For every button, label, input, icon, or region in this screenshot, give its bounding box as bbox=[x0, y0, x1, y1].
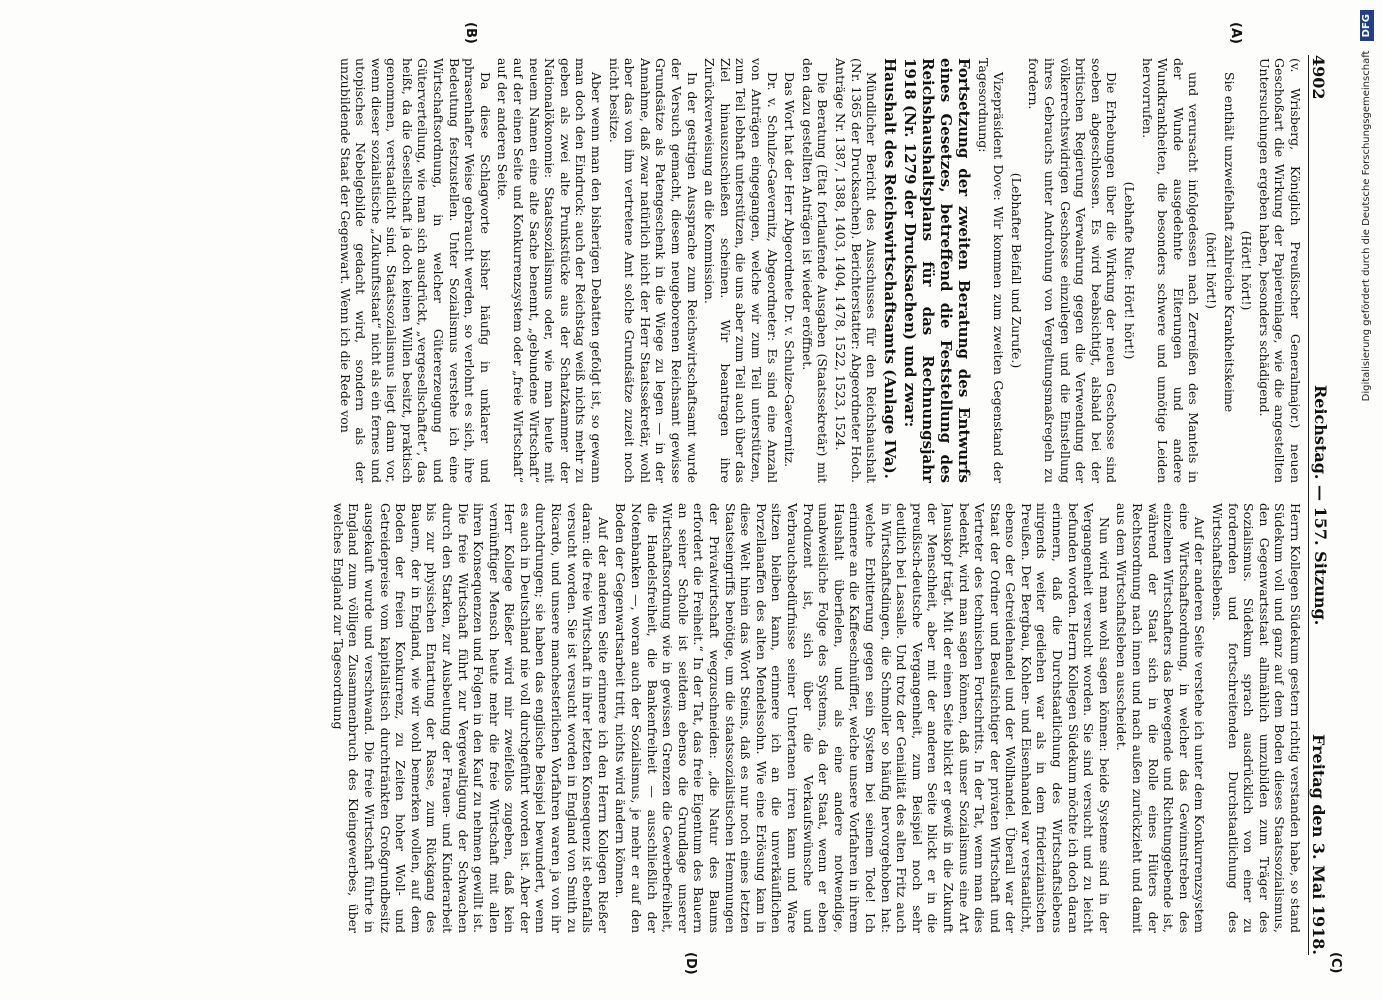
dfg-logo: DFG bbox=[1360, 10, 1374, 41]
text-paragraph: Nun wird man wohl sagen können: beide Systeme sind in der Vergangenheit versucht worden. Sie sind versucht und zu leicht befunden worden. Herrn Kollegen Südekum möchte ich doch daran erinnern, daß die Durchstaatlichung des Wirtschaftslebens nirgends weiter gediehen war als in dem friderizianischen Preußen. Der Bergbau, Kohlen- und Eisenhandel war verstaatlicht, ebenso der Getreidehandel und der Wollhandel. Überall war der Staat der Ordner und Beaufsichtiger der privaten Wirtschaft und Vertreter des technischen Fortschritts. In der Tat, wenn man dies bedenkt, wird man sagen können, daß unser Sozialismus eine Art Januskopf trägt. Mit der einen Seite blickt er gewiß in die Zukunft der Menschheit, aber mit der anderen Seite blickt er in die preußisch-deutsche Vergangenheit, zum Beispiel noch sehr deutlich bei Lassalle. Und trotz der Genialität des alten Fritz auch in Wirtschaftsdingen, die Schmoller so häufig hervorgehoben hat: welche Erbitterung gegen sein System bei seinem Tode! Ich erinnere an die Kaffeeschnüffler, welche unsere Vorfahren in ihrem Haushalt überfielen, und als eine andere notwendige, unabweisliche Folge des Systems, da der Staat, wenn er eben Produzent ist, sich über die Verkaufswünsche und Verbrauchsbedürfnisse seiner Untertanen irren kann und Ware sitzen bleiben kann, erinnere ich an die unverkäuflichen Porzellanaffen des alten Mendelssohn. Wie eine Erlösung kam in diese Welt hinein das Wort Steins, daß es nur noch eines letzten Staatseingriffs benötige, um die staatssozialistischen Hemmungen der Privatwirtschaft wegzuschneiden: „die Natur des Baums erfordert die Freiheit.“ In der Tat, das freie Eigentum des Bauern an seiner Scholle ist seitdem ebenso die Grundlage unserer Wirtschaftsordnung wie in gewissen Grenzen die Gewerbefreiheit, die Handelsfreiheit, die Bankenfreiheit — ausschließlich der Notenbanken —, woran auch der Sozialismus, je mehr er auf den Boden der Gegenwartsarbeit tritt, nichts wird ändern können. bbox=[613, 503, 1112, 933]
digitization-credit bbox=[1356, 10, 1378, 990]
text-paragraph: Fortsetzung der zweiten Beratung des Entwurfs eines Gesetzes, betreffend die Feststellung des Reichshaushaltsplans für das Rechnungsjahr 1918 (Nr. 1279 der Drucksachen) und zwar: bbox=[901, 58, 974, 483]
text-paragraph: Das Wort hat der Herr Abgeordnete Dr. v. Schulze-Gaevernitz. bbox=[782, 72, 798, 468]
text-paragraph: Dr. v. Schulze-Gaevernitz, Abgeordneter: Es sind eine Anzahl von Anträgen eingegangen, welche wir zum Teil unterstützen, zum Teil lebhaft unterstützen, die uns aber zum Teil auch über das Ziel hinauszuschießen scheinen. Wir beantragen ihre Zurückverweisung an die Kommission. bbox=[702, 58, 780, 483]
page-number: 4902 bbox=[1309, 55, 1328, 100]
session-date: Freitag den 3. Mai 1918. bbox=[1309, 734, 1328, 955]
text-paragraph: (v. Wrisberg, Königlich Preußischer Generalmajor.) neuen Geschoßart die Wirkung der Papiereinlage, wie die angestellten Untersuchungen ergeben haben, besonders schädigend. bbox=[1256, 58, 1303, 483]
right-text-column bbox=[63, 503, 1303, 933]
margin-marker-b: (B) bbox=[463, 22, 478, 44]
text-paragraph: Auf der anderen Seite verstehe ich unter dem Konkurrenzsystem eine Wirtschaftsordnung, in welcher das Gewinnstreben des einzelnen Wirtschafters das Bewegende und Richtunggebende ist, während der Staat sich in die Rolle eines Hüters der Rechtsordnung nach innen und nach außen zurückzieht und damit aus dem Wirtschaftsleben ausscheidet. bbox=[1114, 503, 1208, 933]
text-paragraph: Herrn Kollegen Südekum gestern richtig verstanden habe, so stand Südekum voll und ganz auf dem Boden dieses Staatssozialismus, den Gegenwartsstaat allmählich umzubilden zum Träger des Sozialismus. Südekum sprach ausdrücklich von einer zu fordernden und fortschreitenden Durchstaatlichung des Wirtschaftslebens. bbox=[1210, 503, 1303, 933]
text-paragraph: Aber wenn man den bisherigen Debatten gefolgt ist, so gewann man doch den Eindruck: auch der Reichstag weiß nichts mehr zu geben als zwei alte Prunkstücke aus der Schatzkammer der Nationalökonomie: Staatssozialismus oder, wie man heute mit neuem Namen eine alte Sache benennt, „gebundene Wirtschaft“ auf der einen Seite und Konkurrenzsystem oder „freie Wirtschaft“ auf der anderen Seite. bbox=[495, 58, 605, 483]
text-paragraph: Auf der anderen Seite erinnere ich den Herrn Kollegen Rießer daran: die freie Wirtschaft in ihrer letzten Konsequenz ist ebenfalls versucht worden. Sie ist versucht worden in England von Smith zu Ricardo, und unsere manchesterlichen Vorfahren waren ja von ihr durchdrungen; sie haben das englische Beispiel bewundert, wenn es auch in Deutschland nie voll durchgeführt worden ist. Aber der Herr Kollege Rießer wird mir zweifellos zugeben, daß kein vernünftiger Mensch heute mehr die freie Wirtschaft mit allen ihren Konsequenzen und Folgen in den Kauf zu nehmen gewillt ist. Die freie Wirtschaft führt zur Vergewaltigung der Schwachen durch den Starken, zur Ausbeutung der Frauen- und Kinderarbeit bis zur physischen Entartung der Rasse, zum Rückgang des Bauern, der in England, wie wir wohl bemerken wollen, auf dem Boden der freien Konkurrenz, zu Zeiten hoher Woll- und Getreidepreise vom kapitalistisch durchtränkten Großgrundbesitz ausgekauft wurde und verschwand. Die freie Wirtschaft führte in England zum völligen Zusammenbruch des Kleingewerbes, über welches England zur Tagesordnung bbox=[330, 503, 611, 933]
margin-marker-a: (A) bbox=[1228, 22, 1243, 44]
text-paragraph: (Lebhafter Beifall und Zurufe.) bbox=[1008, 172, 1024, 369]
text-paragraph: Die Beratung (Etat fortlaufende Ausgaben (Staatssekretär) mit den dazu gestellten Anträgen ist wieder eröffnet. bbox=[799, 58, 831, 483]
credit-text: Digitalisierung gefördert durch die Deutsche Forschungsgemeinschaft bbox=[1361, 50, 1372, 402]
text-paragraph: Die Erhebungen über die Wirkung der neuen Geschosse sind soeben abgeschlossen. Es wird beabsichtigt, alsbald bei der britischen Regierung Verwahrung gegen die Verwendung der völkerrechtswidrigen Geschosse einzulegen und die Einstellung ihres Gebrauchs unter Androhung von Vergeltungsmaßregeln zu fordern. bbox=[1026, 58, 1120, 483]
text-paragraph: (Hört! hört!) bbox=[1239, 230, 1255, 311]
text-paragraph: (hört! hört!) bbox=[1204, 232, 1220, 309]
text-paragraph: Mündlicher Bericht des Ausschusses für den Reichshaushalt (Nr. 1365 der Drucksachen). Berichterstatter: Abgeordneter Hoch. Anträge Nr. 1387, 1388, 1403, 1404, 1478, 1522, 1523, 1524. bbox=[832, 58, 880, 483]
margin-marker-c: (C) bbox=[1328, 952, 1343, 974]
session-title: Reichstag. — 157. Sitzung. bbox=[1311, 385, 1330, 626]
text-paragraph: (Lebhafte Rufe: Hört! hört!) bbox=[1122, 181, 1138, 360]
text-paragraph: Sie enthält unzweifelhaft zahlreiche Krankheitskeime bbox=[1221, 72, 1237, 413]
margin-marker-d: (D) bbox=[683, 952, 698, 975]
text-paragraph: und verursacht infolgedessen nach Zerreißen des Mantels in der Wunde ausgedehnte Eiterungen und andere Wundkrankheiten, die besonders schwere und unnötige Leiden hervorrufen. bbox=[1139, 58, 1202, 483]
text-paragraph: Vizepräsident Dove: Wir kommen zum zweiten Gegenstand der Tagesordnung: bbox=[975, 58, 1007, 483]
text-paragraph: Da diese Schlagworte bisher häufig in unklarer und phrasenhafter Weise gebraucht werden, so verlohnt es sich, ihre Bedeutung festzustellen. Unter Sozialismus verstehe ich eine Wirtschaftsordnung, in welcher Gütererzeugung und Güterverteilung, wie man sich ausdrückt, „vergesellschaftet“, das heißt, da die Gesellschaft ja doch keinen Willen besitzt, praktisch genommen, verstaatlicht sind. Staatssozialismus liegt dann vor, wenn dieser sozialistische „Zukunftsstaat“ nicht als ein fernes und utopisches Nebelgebilde gedacht wird, sondern als der unzubildende Staat der Gegenwart. Wenn ich die Rede von bbox=[337, 58, 493, 483]
text-paragraph: In der gestrigen Aussprache zum Reichswirtschaftsamt wurde der Versuch gemacht, diesem neugeborenen Reichsamt gewisse Grundsätze als Patengeschenk in die Wiege zu legen — in der Annahme, daß zwar natürlich nicht der Herr Staatssekretär, wohl aber das von ihm vertretene Amt solche Grundsätze zuzeit noch nicht besitze. bbox=[606, 58, 700, 483]
page-header bbox=[1308, 55, 1335, 955]
text-paragraph: Haushalt des Reichswirtschaftsamts (Anlage IVa). bbox=[881, 58, 900, 479]
left-text-column bbox=[63, 58, 1303, 483]
